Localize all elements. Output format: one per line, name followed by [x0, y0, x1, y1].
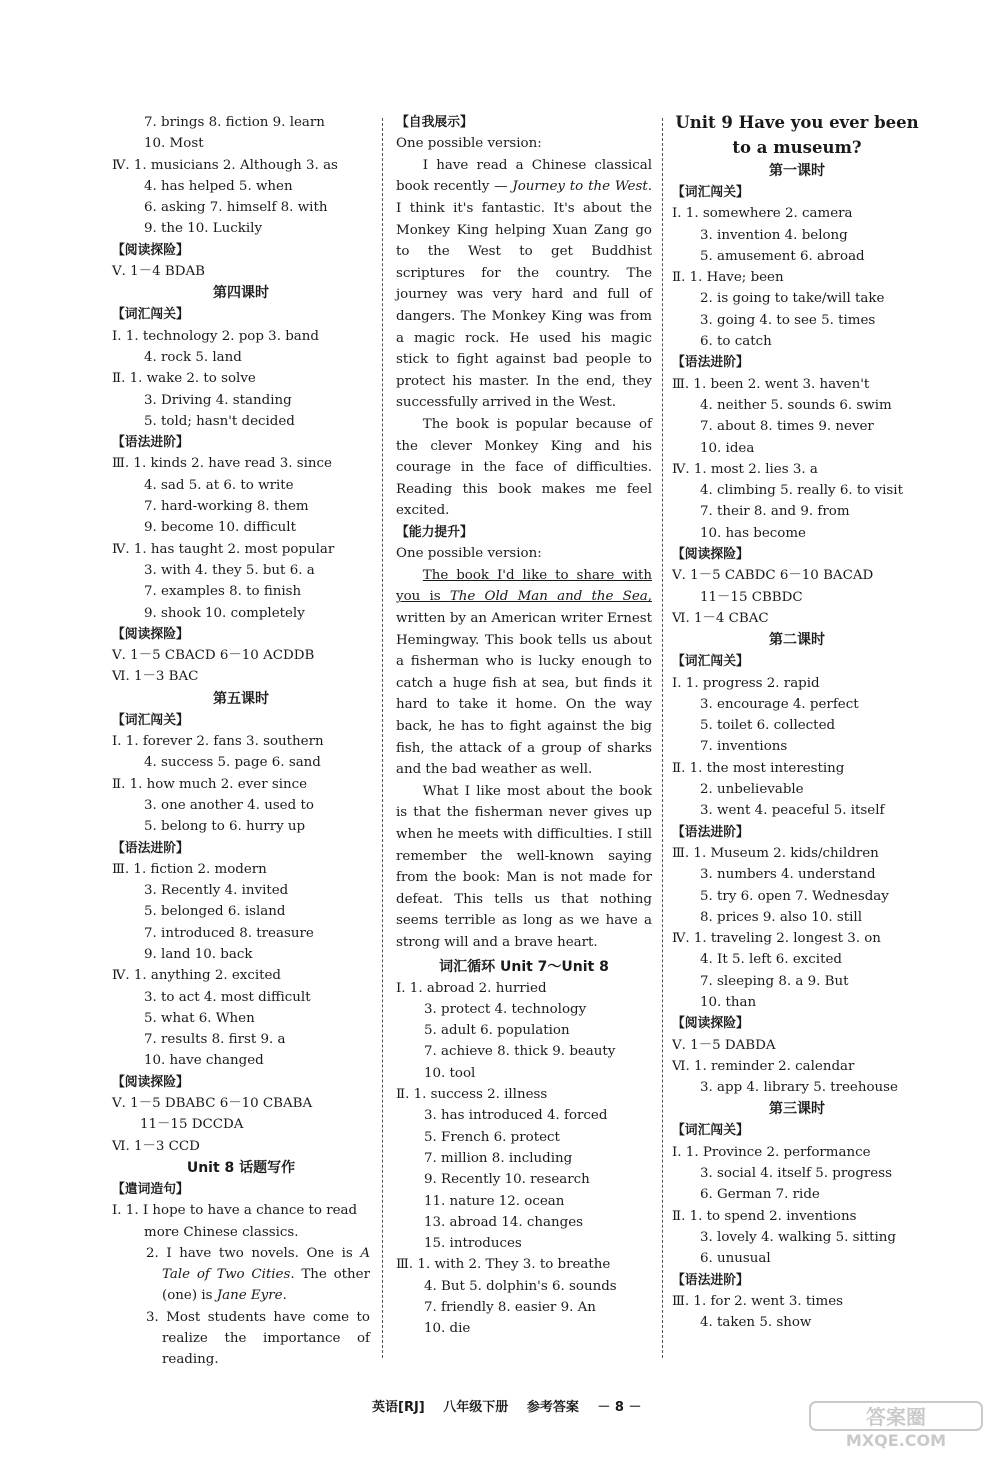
column-2 [396, 112, 652, 1340]
lesson-heading: 第二课时 [769, 632, 825, 649]
answer-line: 5. told; hasn't decided [144, 413, 295, 429]
answer-line: 13. abroad 14. changes [424, 1214, 584, 1230]
answer-line: 7. introduced 8. treasure [144, 925, 314, 941]
answer-line: 6. German 7. ride [700, 1187, 820, 1203]
answer-line: 3. Recently 4. invited [144, 883, 289, 899]
section-heading: 【语法进阶】 [112, 435, 189, 451]
section-heading: 【阅读探险】 [112, 242, 189, 258]
answer-line: Ⅱ. 1. success 2. illness [396, 1087, 548, 1103]
column-1 [112, 112, 370, 1371]
column-divider-right [662, 118, 663, 1358]
answer-line: Ⅳ. 1. traveling 2. longest 3. on [672, 931, 881, 947]
answer-line: Ⅳ. 1. has taught 2. most popular [112, 541, 335, 557]
section-heading: 【阅读探险】 [672, 547, 749, 563]
answer-line: 4. success 5. page 6. sand [144, 755, 321, 771]
answer-line: 6. unusual [700, 1251, 771, 1267]
answer-line: Ⅲ. 1. kinds 2. have read 3. since [112, 456, 332, 472]
answer-line: Ⅳ. 1. musicians 2. Although 3. as [112, 157, 338, 173]
answer-line: Ⅱ. 1. Have; been [672, 270, 784, 286]
essay-intro: One possible version: [396, 546, 542, 562]
watermark-logo [806, 1400, 986, 1450]
answer-line: more Chinese classics. [144, 1224, 299, 1240]
essay-paragraph: The book is popular because of the clever Monkey King and his courage in the face of difficulties. Reading this book makes me feel excited. [396, 417, 652, 519]
lesson-heading: 第三课时 [769, 1101, 825, 1118]
answer-line: 3. social 4. itself 5. progress [700, 1166, 892, 1182]
answer-line: 10. Most [144, 136, 204, 152]
section-heading: 【语法进阶】 [672, 1272, 749, 1288]
section-heading: 【遣词造句】 [112, 1181, 189, 1197]
section-heading: 【语法进阶】 [672, 355, 749, 371]
section-heading: 【词汇闯关】 [672, 1123, 749, 1139]
column-divider-left [382, 118, 383, 1358]
answer-line: 7. their 8. and 9. from [700, 504, 850, 520]
answer-line: Ⅱ. 1. to spend 2. inventions [672, 1208, 857, 1224]
answer-line: Ⅰ. 1. forever 2. fans 3. southern [112, 734, 324, 750]
page-number: － 8 － [597, 1400, 642, 1415]
answer-line: Ⅰ. 1. progress 2. rapid [672, 675, 820, 691]
answer-line: 6. asking 7. himself 8. with [144, 200, 328, 216]
answer-line: 8. prices 9. also 10. still [700, 909, 862, 925]
answer-line: Ⅲ. 1. for 2. went 3. times [672, 1293, 844, 1309]
answer-line: 3. going 4. to see 5. times [700, 312, 876, 328]
answer-line: Ⅴ. 1－4 BDAB [112, 264, 205, 280]
lesson-heading: 第五课时 [213, 690, 269, 707]
answer-line: 4. rock 5. land [144, 349, 242, 365]
section-heading: 【词汇闯关】 [112, 307, 189, 323]
answer-line: Ⅴ. 1－5 DBABC 6－10 CBABA [112, 1096, 313, 1112]
column-3 [672, 110, 922, 1333]
essay-paragraph: I have read a Chinese classical book recently — Journey to the West. I think it's fantastic. It's about the Monkey King helping Xuan Zang go to the West to get Buddhist scriptures for the country. The journey was very hard and full of dangers. The Monkey King was from a magic rock. He used his magic stick to fight against bad people to protect his master. In the end, they successfully arrived in the West. [396, 157, 652, 411]
answer-line: Ⅴ. 1－5 DABDA [672, 1037, 776, 1053]
answer-line: 4. has helped 5. when [144, 178, 293, 194]
essay-paragraph: The book I'd like to share with you is The Old Man and the Sea, written by an American writer Ernest Hemingway. This book tells us about a fisherman who is lucky enough to catch a huge fish at sea, but finds it hard to take it home. On the way back, he has to fight against the big fish, the attack of a group of sharks and the bad weather as well. [396, 567, 653, 778]
answer-line: 5. belong to 6. hurry up [144, 819, 306, 835]
section-heading: 【词汇闯关】 [672, 654, 749, 670]
answer-line: 4. neither 5. sounds 6. swim [700, 397, 892, 413]
unit-title: to a museum? [732, 138, 862, 157]
answer-line: Ⅲ. 1. Museum 2. kids/children [672, 845, 879, 861]
answer-line: 7. sleeping 8. a 9. But [700, 973, 849, 989]
answer-item: 3. Most students have come to realize the importance of reading. [146, 1309, 370, 1368]
answer-line: 9. land 10. back [144, 946, 253, 962]
answer-line: 4. sad 5. at 6. to write [144, 477, 294, 493]
lesson-heading: Unit 8 话题写作 [186, 1159, 296, 1176]
answer-line: 10. idea [700, 440, 755, 456]
answer-line: 7. results 8. first 9. a [144, 1032, 286, 1048]
answer-line: 3. invention 4. belong [700, 227, 848, 243]
answer-line: 3. with 4. they 5. but 6. a [144, 562, 315, 578]
answer-line: 3. encourage 4. perfect [700, 696, 859, 712]
lesson-heading: 第四课时 [213, 285, 269, 302]
essay-paragraph: What I like most about the book is that the fisherman never gives up when he meets with difficulties. I still remember the well-known saying from the book: Man is not made for defeat. This tells us that nothing seems terrible as long as we have a strong will and a brave heart. [396, 783, 652, 950]
answer-line: 4. But 5. dolphin's 6. sounds [424, 1278, 617, 1294]
answer-line: 5. what 6. When [144, 1010, 255, 1026]
answer-line: Ⅱ. 1. the most interesting [672, 760, 845, 776]
answer-line: Ⅰ. 1. I hope to have a chance to read [112, 1203, 358, 1219]
section-heading: 【语法进阶】 [672, 824, 749, 840]
answer-line: 3. went 4. peaceful 5. itself [700, 803, 885, 819]
section-heading: 【阅读探险】 [112, 626, 189, 642]
answer-line: 3. app 4. library 5. treehouse [700, 1080, 898, 1096]
answer-line: 7. hard-working 8. them [144, 499, 309, 515]
answer-line: 7. inventions [700, 739, 788, 755]
section-heading: 【阅读探险】 [112, 1074, 189, 1090]
lesson-heading: 词汇循环 Unit 7～Unit 8 [439, 958, 609, 975]
answer-line: Ⅱ. 1. how much 2. ever since [112, 776, 308, 792]
answer-line: 4. taken 5. show [700, 1315, 812, 1331]
answer-line: 9. Recently 10. research [424, 1172, 590, 1188]
answer-line: 7. friendly 8. easier 9. An [424, 1300, 596, 1316]
answer-line: 10. die [424, 1321, 471, 1337]
section-heading: 【自我展示】 [396, 115, 473, 130]
unit-title: Unit 9 Have you ever been [675, 113, 919, 132]
answer-line: 7. million 8. including [424, 1150, 573, 1166]
lesson-heading: 第一课时 [769, 163, 825, 179]
answer-line: Ⅲ. 1. been 2. went 3. haven't [672, 376, 870, 392]
answer-line: Ⅰ. 1. abroad 2. hurried [396, 980, 547, 996]
essay-intro: One possible version: [396, 136, 542, 152]
answer-line: 5. amusement 6. abroad [700, 248, 865, 264]
answer-line: 11－15 CBBDC [700, 589, 803, 605]
answer-line: Ⅰ. 1. technology 2. pop 3. band [112, 328, 319, 344]
answer-line: 5. adult 6. population [424, 1023, 570, 1039]
answer-line: 4. climbing 5. really 6. to visit [700, 483, 903, 499]
section-heading: 【词汇闯关】 [672, 185, 749, 200]
answer-line: Ⅵ. 1－4 CBAC [672, 610, 769, 626]
answer-line: Ⅵ. 1－3 BAC [112, 669, 199, 685]
answer-line: Ⅱ. 1. wake 2. to solve [112, 371, 256, 387]
answer-line: 2. is going to take/will take [700, 291, 885, 307]
answer-line: 3. protect 4. technology [424, 1001, 587, 1017]
answer-line: 3. numbers 4. understand [700, 867, 876, 883]
answer-line: 5. French 6. protect [424, 1129, 560, 1145]
answer-line: 5. belonged 6. island [144, 904, 286, 920]
answer-line: Ⅰ. 1. Province 2. performance [672, 1144, 871, 1160]
footer-grade: 八年级下册 [443, 1400, 509, 1415]
answer-line: 3. one another 4. used to [144, 797, 314, 813]
answer-line: 10. tool [424, 1065, 476, 1081]
answer-line: 3. has introduced 4. forced [424, 1108, 608, 1124]
answer-line: 6. to catch [700, 334, 772, 350]
section-heading: 【词汇闯关】 [112, 712, 189, 728]
answer-line: 3. to act 4. most difficult [144, 989, 311, 1005]
section-heading: 【能力提升】 [396, 524, 473, 540]
answer-line: 10. has become [700, 525, 806, 541]
answer-line: 9. become 10. difficult [144, 520, 296, 536]
answer-line: 2. unbelievable [700, 782, 804, 798]
answer-line: 10. than [700, 994, 757, 1010]
answer-line: 5. try 6. open 7. Wednesday [700, 888, 889, 904]
answer-line: 10. have changed [144, 1053, 264, 1069]
answer-line: 9. shook 10. completely [144, 605, 305, 621]
answer-line: 11. nature 12. ocean [424, 1193, 565, 1209]
answer-line: 7. achieve 8. thick 9. beauty [424, 1044, 616, 1060]
answer-line: 15. introduces [424, 1236, 522, 1252]
answer-line: 3. lovely 4. walking 5. sitting [700, 1229, 897, 1245]
answer-line: 7. examples 8. to finish [144, 584, 302, 600]
answer-line: Ⅴ. 1－5 CBACD 6－10 ACDDB [112, 648, 315, 664]
answer-line: 3. Driving 4. standing [144, 392, 292, 408]
answer-line: Ⅲ. 1. fiction 2. modern [112, 861, 267, 877]
answer-line: Ⅵ. 1－3 CCD [112, 1138, 200, 1154]
answer-line: Ⅵ. 1. reminder 2. calendar [672, 1058, 855, 1074]
answer-line: Ⅳ. 1. most 2. lies 3. a [672, 461, 818, 477]
watermark-domain: MXQE.COM [845, 1431, 947, 1450]
answer-line: Ⅲ. 1. with 2. They 3. to breathe [396, 1257, 611, 1273]
footer-section: 参考答案 [526, 1400, 579, 1415]
answer-line: 7. brings 8. fiction 9. learn [144, 115, 325, 130]
section-heading: 【语法进阶】 [112, 840, 189, 856]
answer-line: 5. toilet 6. collected [700, 718, 836, 734]
answer-line: Ⅰ. 1. somewhere 2. camera [672, 206, 853, 222]
answer-line: Ⅴ. 1－5 CABDC 6－10 BACAD [672, 568, 874, 584]
answer-line: 11－15 DCCDA [140, 1117, 244, 1133]
answer-line: 4. It 5. left 6. excited [700, 952, 842, 968]
footer-subject: 英语[RJ] [372, 1400, 425, 1415]
answer-line: Ⅳ. 1. anything 2. excited [112, 968, 282, 984]
watermark-text: 答案圈 [866, 1405, 926, 1429]
section-heading: 【阅读探险】 [672, 1016, 749, 1032]
answer-line: 7. about 8. times 9. never [700, 419, 874, 435]
answer-line: 9. the 10. Luckily [144, 221, 263, 237]
answer-item: 2. I have two novels. One is A Tale of Two Cities. The other (one) is Jane Eyre. [146, 1245, 370, 1304]
page-footer [372, 1396, 655, 1415]
